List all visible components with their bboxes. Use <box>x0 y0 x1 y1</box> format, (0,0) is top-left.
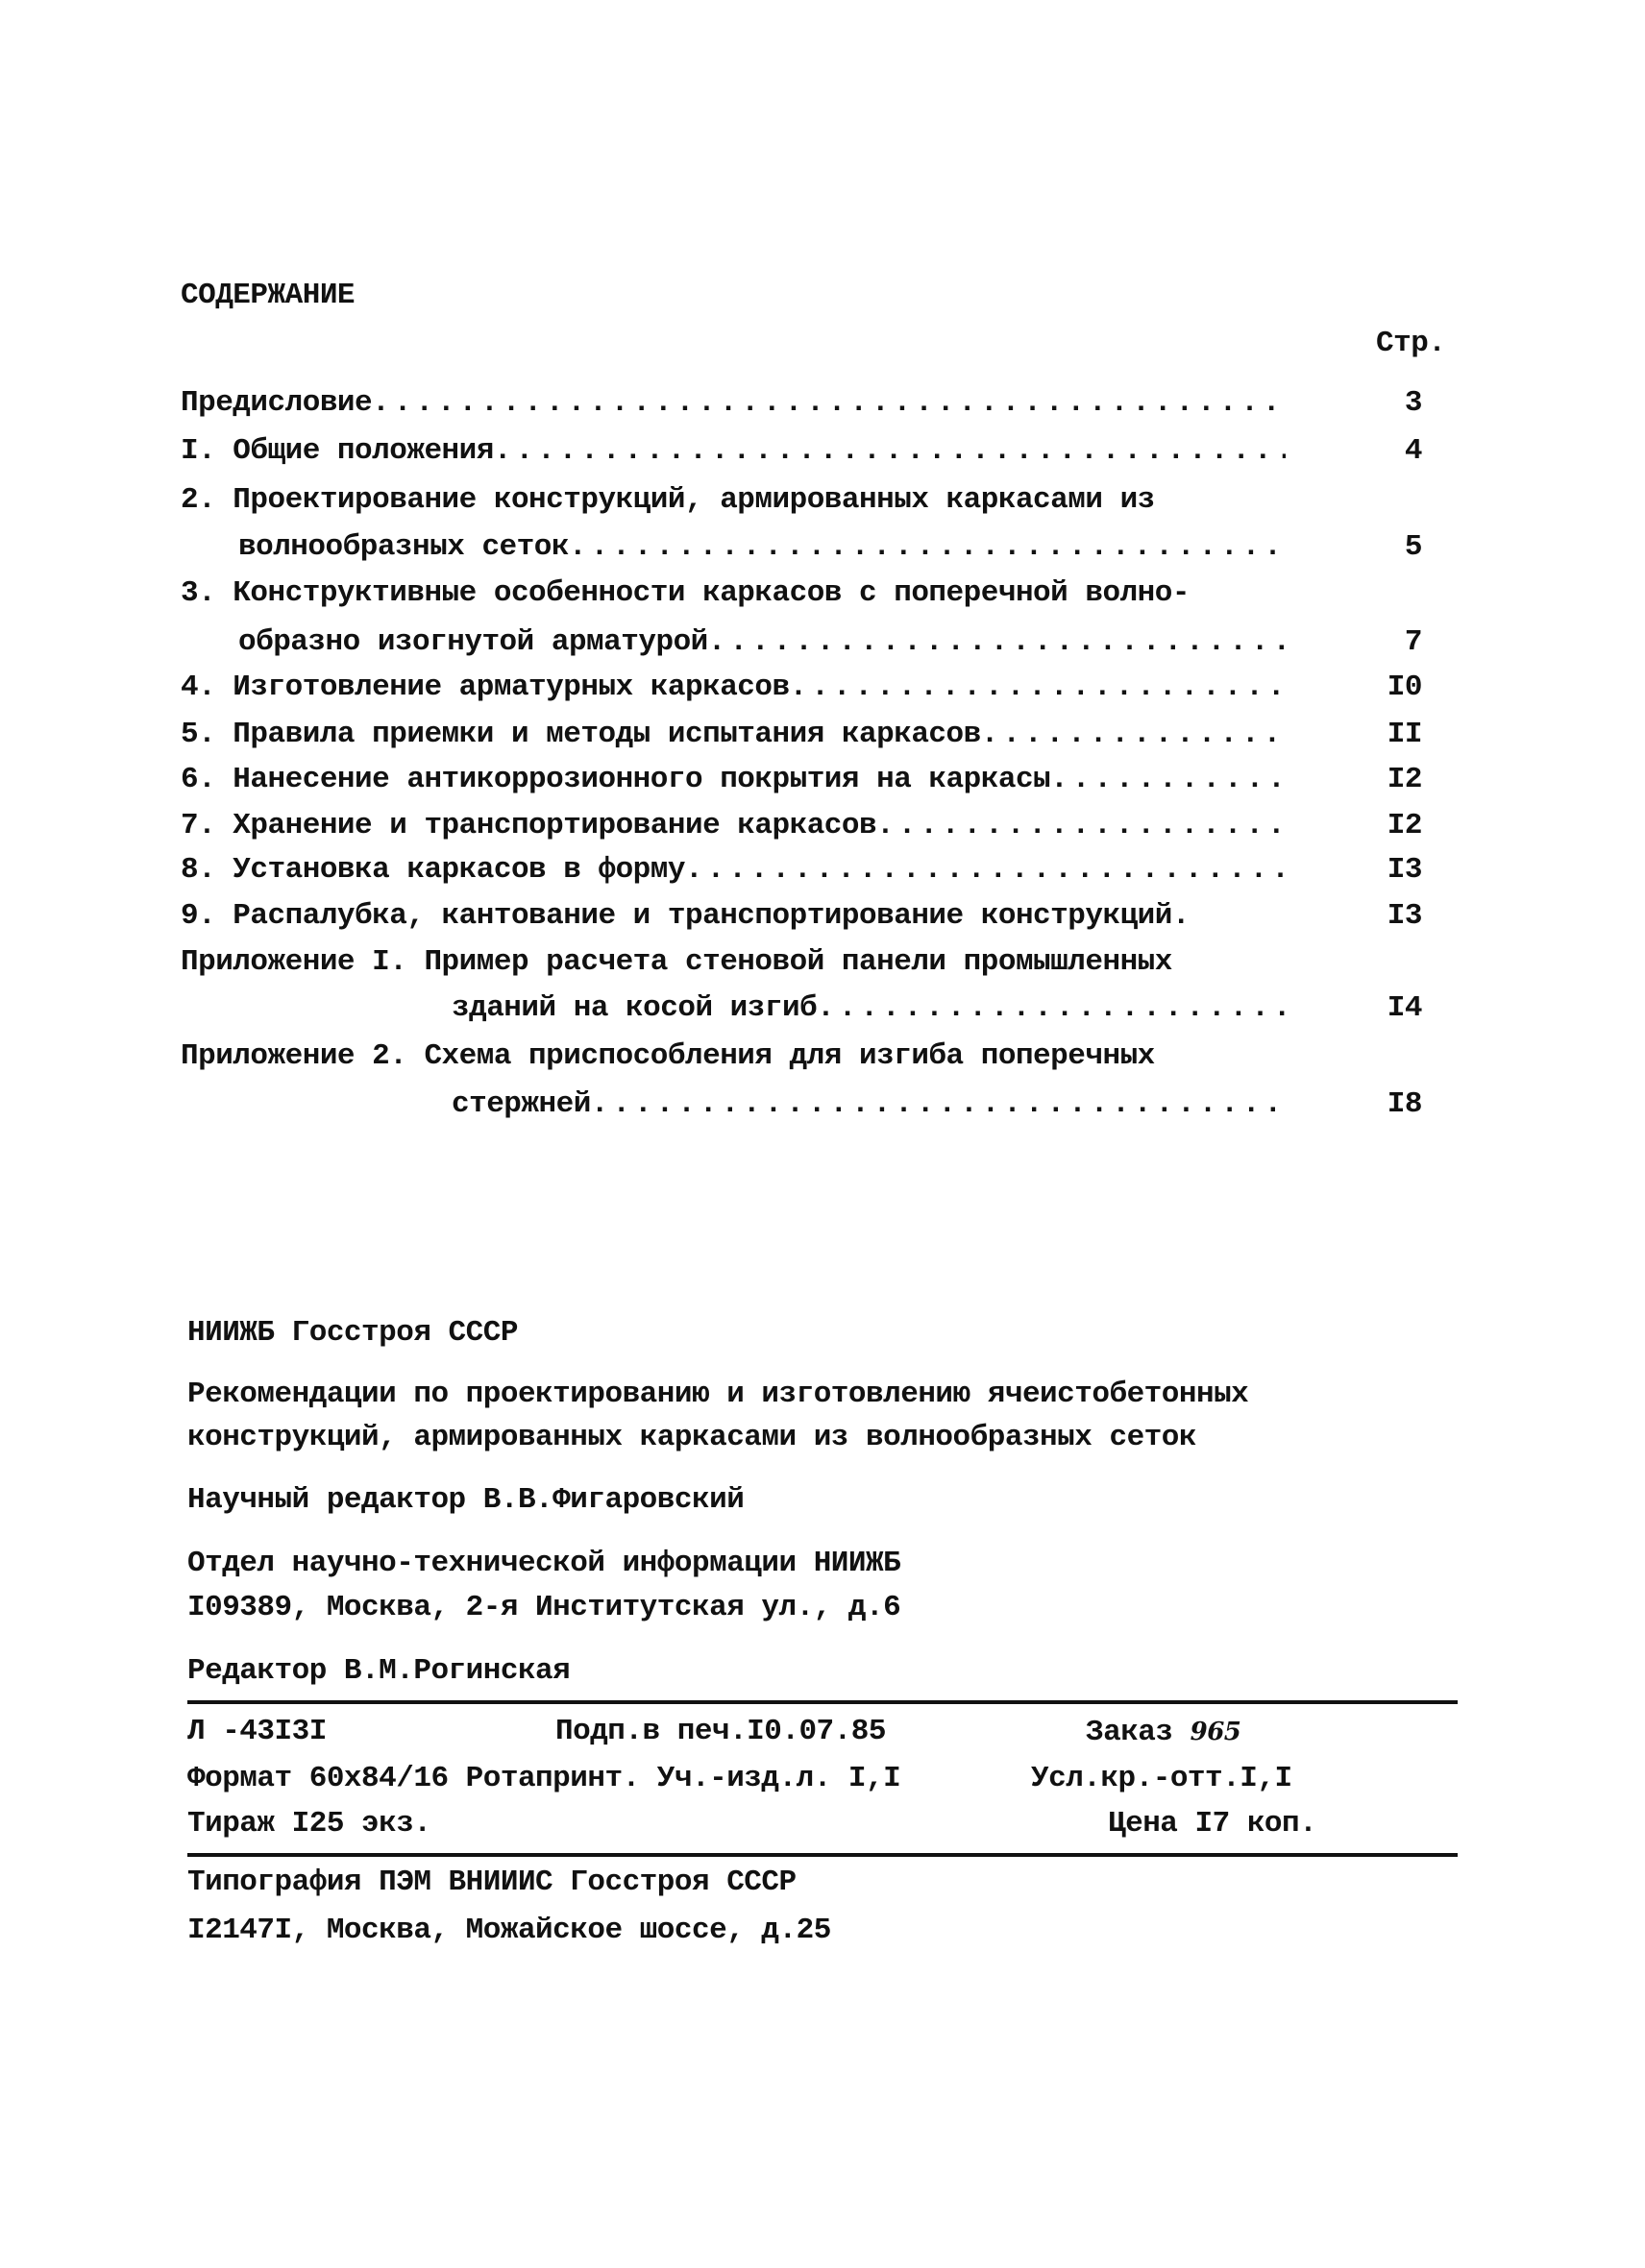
toc-page: 5 <box>1404 530 1422 564</box>
imprint-address: I09389, Москва, 2-я Институтская ул., д.6 <box>187 1591 901 1624</box>
format-line: Формат 60х84/16 Ротапринт. Уч.-изд.л. I,I <box>187 1762 901 1795</box>
toc-text: Приложение I. Пример расчета стеновой панели промышленных <box>181 945 1172 979</box>
order-label: Заказ <box>1086 1716 1173 1749</box>
toc-page: 7 <box>1404 625 1422 659</box>
dot-leader <box>1050 763 1286 797</box>
printer: Типография ПЭМ ВНИИИС Госстроя СССР <box>187 1866 797 1899</box>
toc-page: I3 <box>1387 899 1422 933</box>
dot-leader <box>817 991 1286 1026</box>
license-number: Л -43I3I <box>187 1715 327 1748</box>
order-number-handwritten: 965 <box>1190 1718 1241 1746</box>
toc-text: Предисловие <box>181 386 373 420</box>
signed-date: Подп.в печ.I0.07.85 <box>555 1715 886 1748</box>
dot-leader <box>708 625 1286 660</box>
dot-leader <box>790 671 1286 705</box>
price: Цена I7 коп. <box>1108 1807 1317 1841</box>
toc-page: I2 <box>1387 763 1422 796</box>
toc-text: волнообразных сеток <box>238 530 569 564</box>
divider <box>187 1700 1458 1704</box>
imprint-sci-editor: Научный редактор В.В.Фигаровский <box>187 1483 745 1517</box>
dot-leader <box>494 434 1286 469</box>
imprint-editor: Редактор В.М.Рогинская <box>187 1654 571 1688</box>
dot-leader <box>569 530 1286 565</box>
toc-page: I4 <box>1387 991 1422 1025</box>
toc-page: 3 <box>1404 386 1422 420</box>
order <box>1086 1715 1240 1750</box>
dot-leader <box>591 1087 1286 1122</box>
toc-page: 4 <box>1404 434 1422 468</box>
print-run: Тираж I25 экз. <box>187 1807 431 1841</box>
divider <box>187 1853 1458 1857</box>
toc-page: I3 <box>1387 853 1422 887</box>
toc-text: 7. Хранение и транспортирование каркасов <box>181 809 877 842</box>
toc-text: 2. Проектирование конструкций, армированных каркасами из <box>181 483 1155 517</box>
toc-text: 8. Установка каркасов в форму <box>181 853 685 887</box>
imprint-org: НИИЖБ Госстроя СССР <box>187 1316 518 1350</box>
toc-page: II <box>1387 718 1422 751</box>
toc-page: I2 <box>1387 809 1422 842</box>
print-sheets: Усл.кр.-отт.I,I <box>1031 1762 1292 1795</box>
printer-address: I2147I, Москва, Можайское шоссе, д.25 <box>187 1914 831 1947</box>
toc-text: стержней <box>452 1087 591 1121</box>
dot-leader <box>981 718 1286 752</box>
toc-text: 5. Правила приемки и методы испытания каркасов <box>181 718 981 751</box>
toc-text: образно изогнутой арматурой <box>238 625 708 659</box>
contents-title: СОДЕРЖАНИЕ <box>181 279 356 312</box>
page-column-header: Стр. <box>1376 327 1446 360</box>
dot-leader <box>372 386 1286 421</box>
dot-leader <box>876 809 1286 843</box>
toc-text: зданий на косой изгиб <box>452 991 818 1025</box>
toc-text: 9. Распалубка, кантование и транспортирование конструкций. <box>181 899 1190 933</box>
toc-text: I. Общие положения <box>181 434 494 468</box>
toc-text: 4. Изготовление арматурных каркасов <box>181 671 790 704</box>
toc-page: I0 <box>1387 671 1422 704</box>
dot-leader <box>685 853 1286 888</box>
toc-text: 3. Конструктивные особенности каркасов с поперечной волно- <box>181 576 1190 610</box>
toc-text: 6. Нанесение антикоррозионного покрытия на каркасы <box>181 763 1051 796</box>
imprint-title-line1: Рекомендации по проектированию и изготовлению ячеистобетонных <box>187 1378 1249 1411</box>
toc-text: Приложение 2. Схема приспособления для изгиба поперечных <box>181 1039 1155 1073</box>
imprint-dept: Отдел научно-технической информации НИИЖБ <box>187 1547 901 1580</box>
imprint-title-line2: конструкций, армированных каркасами из волнообразных сеток <box>187 1421 1196 1454</box>
toc-page: I8 <box>1387 1087 1422 1121</box>
